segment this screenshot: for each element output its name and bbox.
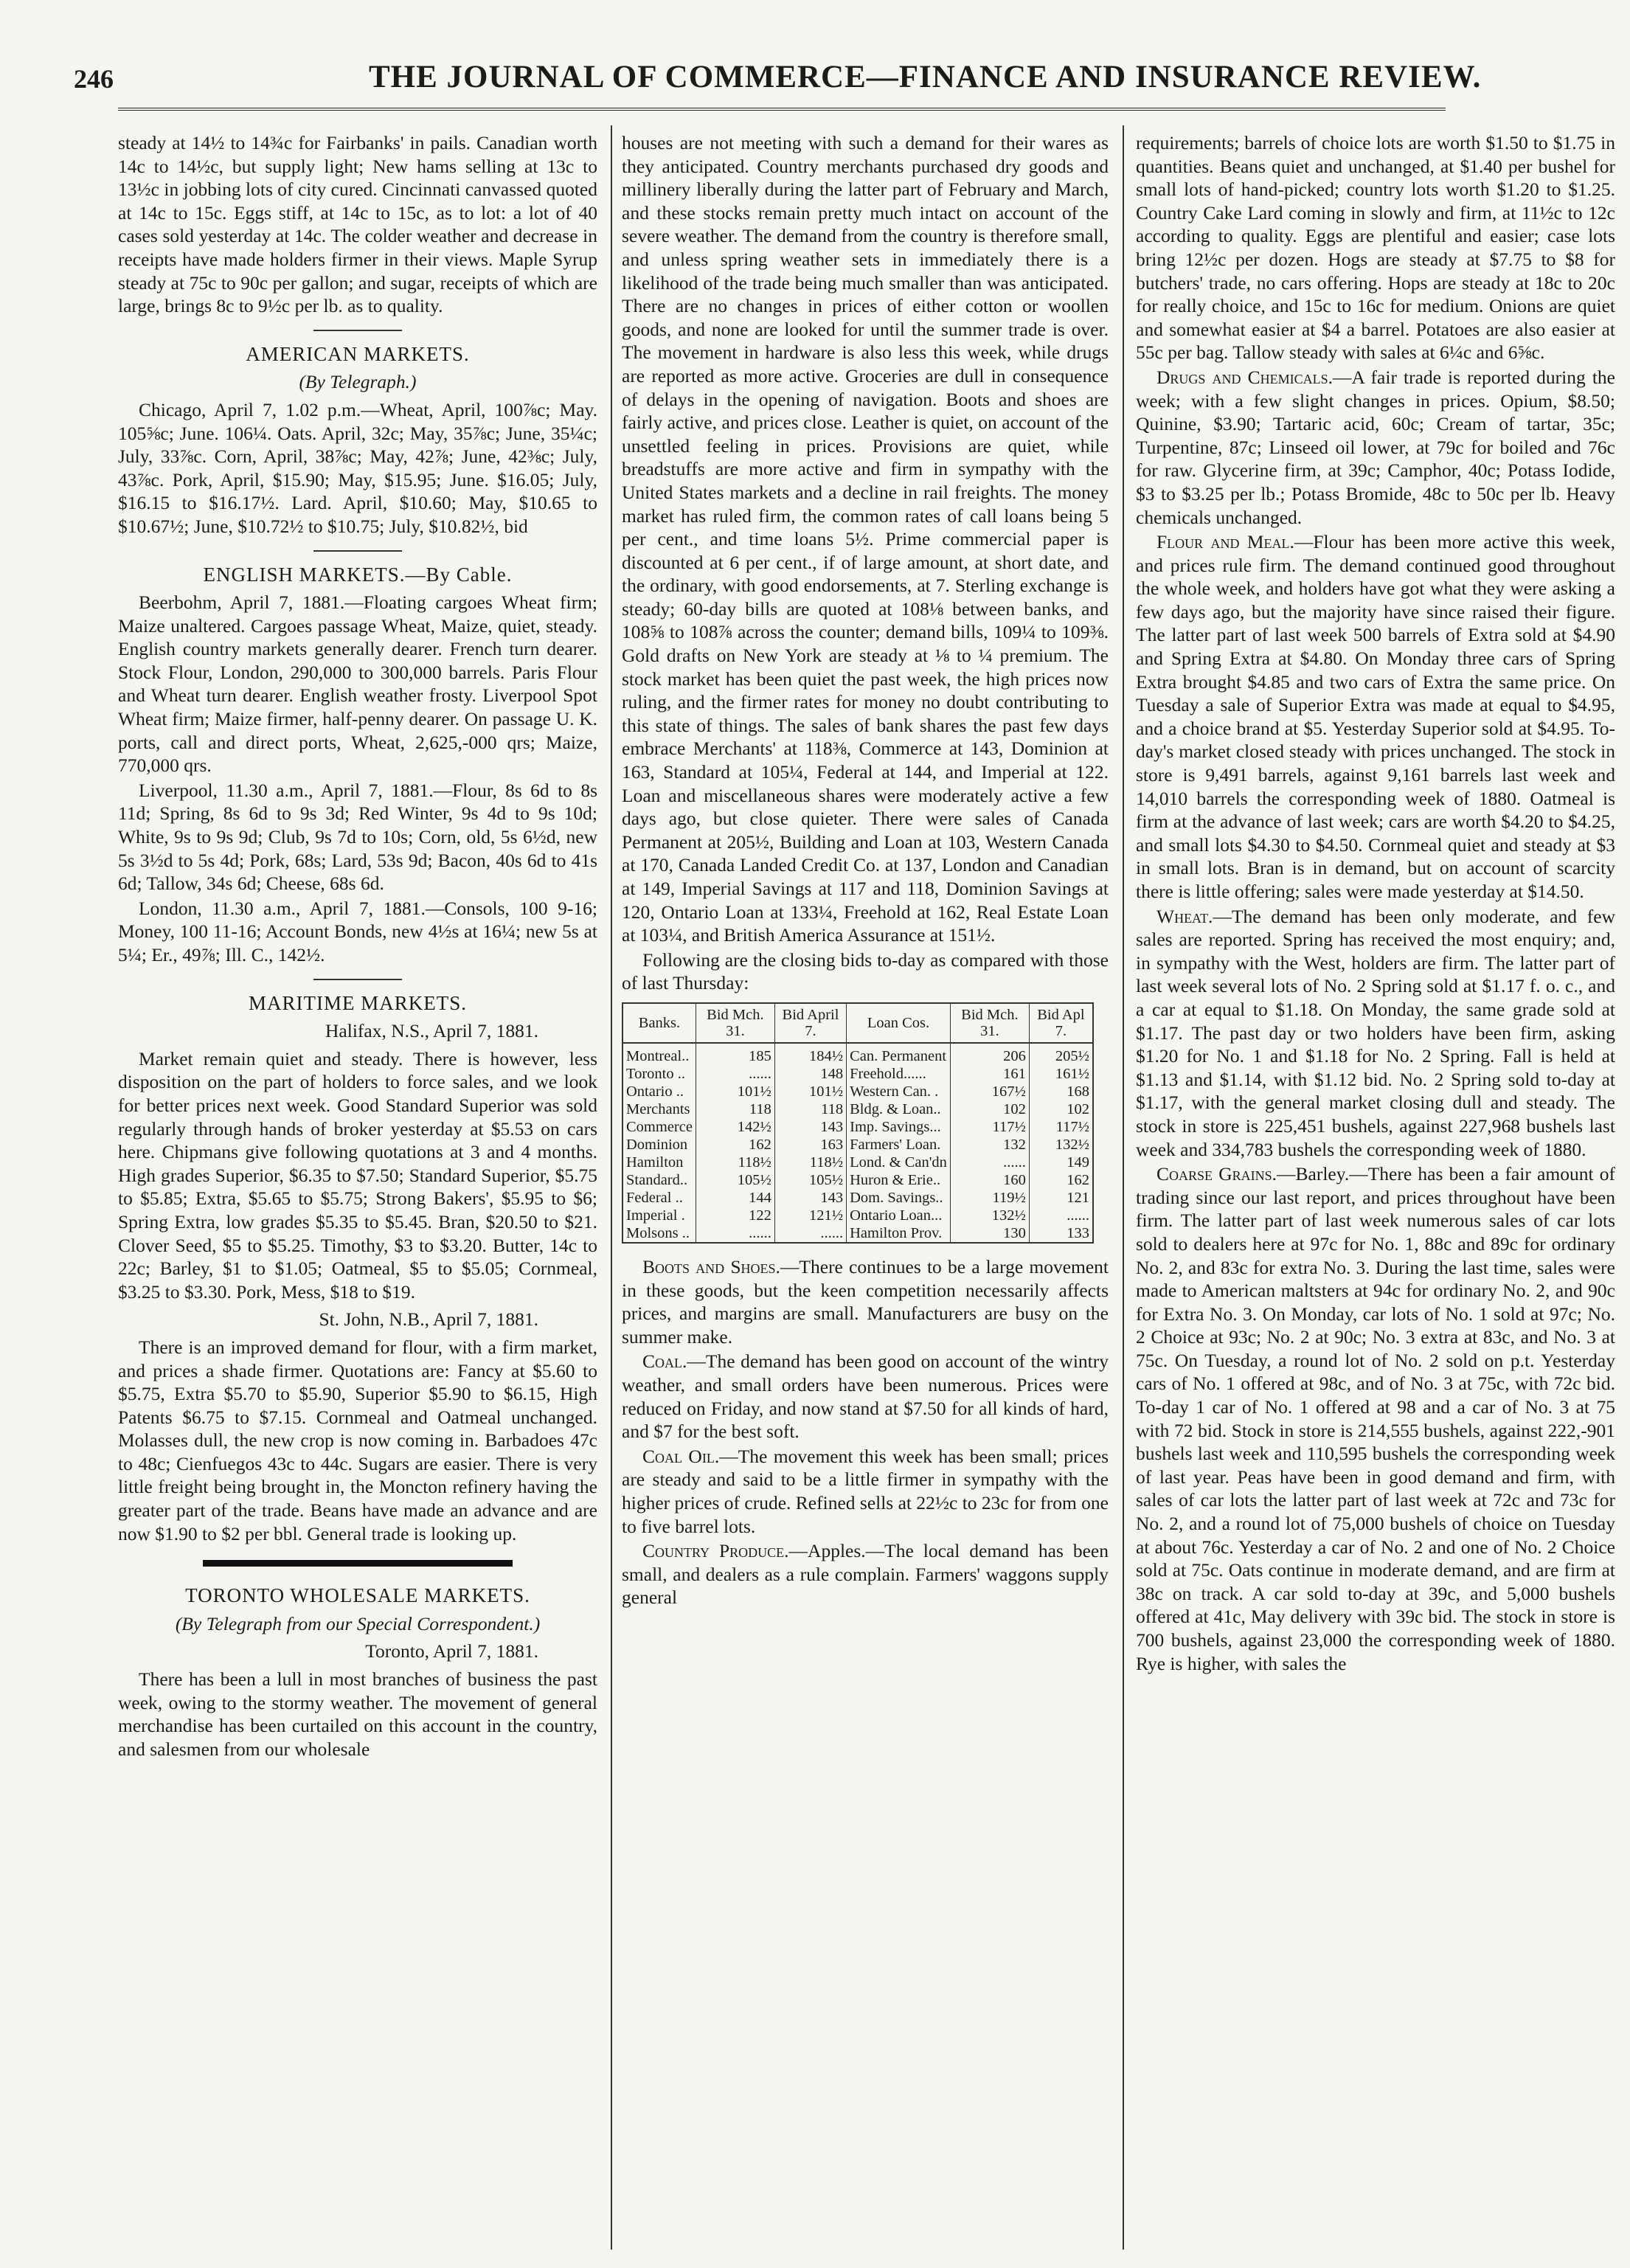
table-cell: 162 bbox=[1029, 1171, 1093, 1189]
english-markets-text: Liverpool, 11.30 a.m., April 7, 1881.—Flour, 8s 6d to 8s 11d; Spring, 8s 6d to 9s 3d; Red Winter, 9s 4d to 9s 10d; White, 9s to 9s 9d; Club, 9s 7d to 10s; Corn, old, 5s 6½d, new 5s 3½d to 5s 4d; Pork, 68s; Lard, 53s 9d; Bacon, 40s 6d to 41s 6d; Tallow, 34s 6d; Cheese, 68s 6d. bbox=[118, 779, 597, 895]
table-cell: Molsons .. bbox=[622, 1224, 696, 1243]
table-header: Loan Cos. bbox=[847, 1003, 951, 1043]
table-cell: 133 bbox=[1029, 1224, 1093, 1243]
table-row bbox=[622, 1189, 1093, 1207]
column-2 bbox=[622, 131, 1109, 2255]
column-divider bbox=[611, 125, 612, 2250]
table-header: Bid Apl 7. bbox=[1029, 1003, 1093, 1043]
table-cell: 206 bbox=[950, 1043, 1029, 1065]
table-cell: 118½ bbox=[774, 1154, 846, 1171]
header-rule bbox=[118, 108, 1446, 111]
column-3 bbox=[1136, 131, 1615, 2255]
table-cell: Montreal.. bbox=[622, 1043, 696, 1065]
table-cell: Huron & Erie.. bbox=[847, 1171, 951, 1189]
table-header: Bid April 7. bbox=[774, 1003, 846, 1043]
table-cell: 102 bbox=[950, 1100, 1029, 1118]
drugs-text: —A fair trade is reported during the week; with a few slight changes in prices. Opium, $8.50; Quinine, $3.90; Tartaric acid, 60c; Cream of tartar, 35c; Turpentine, 87c; Linseed oil lower, at 79c for boiled and 76c for raw. Glycerine firm, at 39c; Camphor, 40c; Potass Iodide, $3 to $3.25 per lb.; Potass Bromide, 48c to 50c per lb. Heavy chemicals unchanged. bbox=[1136, 366, 1615, 528]
table-cell: Imp. Savings... bbox=[847, 1118, 951, 1136]
american-markets-heading: AMERICAN MARKETS. bbox=[246, 342, 470, 365]
toronto-markets-subheading: (By Telegraph from our Special Correspondent.) bbox=[175, 1612, 541, 1634]
heavy-section-rule bbox=[203, 1560, 513, 1567]
table-cell: 121½ bbox=[774, 1207, 846, 1224]
american-markets-text: Chicago, April 7, 1.02 p.m.—Wheat, April, 100⅞c; May. 105⅝c; June. 106¼. Oats. April, 32c; May, 35⅞c; June, 35¼c; July, 33⅞c. Corn, April, 38⅞c; May, 42⅞; June, 42⅜c; July, 43⅞c. Pork, April, $15.90; May, $15.95; June. $16.05; July, $16.15 to $16.17½. Lard. April, $10.60; May, $10.65 to $10.67½; June, $10.72½ to $10.75; July, $10.82½, bid bbox=[118, 398, 597, 537]
table-cell: Hamilton Prov. bbox=[847, 1224, 951, 1243]
table-cell: ...... bbox=[950, 1154, 1029, 1171]
table-cell: 168 bbox=[1029, 1083, 1093, 1100]
section-rule bbox=[313, 550, 402, 552]
table-row bbox=[622, 1100, 1093, 1118]
table-cell: 160 bbox=[950, 1171, 1029, 1189]
table-cell: ...... bbox=[696, 1224, 774, 1243]
drugs-paragraph bbox=[1136, 366, 1615, 529]
table-cell: 132½ bbox=[950, 1207, 1029, 1224]
table-row bbox=[622, 1065, 1093, 1083]
table-header: Banks. bbox=[622, 1003, 696, 1043]
country-produce-paragraph bbox=[622, 1539, 1109, 1609]
table-cell: 130 bbox=[950, 1224, 1029, 1243]
coal-paragraph bbox=[622, 1350, 1109, 1443]
table-cell: 101½ bbox=[774, 1083, 846, 1100]
table-cell: 163 bbox=[774, 1136, 846, 1154]
section-rule bbox=[313, 330, 402, 331]
table-cell: 122 bbox=[696, 1207, 774, 1224]
table-cell: ...... bbox=[696, 1065, 774, 1083]
masthead-title: THE JOURNAL OF COMMERCE—FINANCE AND INSURANCE REVIEW. bbox=[369, 60, 1482, 94]
table-header: Bid Mch. 31. bbox=[950, 1003, 1029, 1043]
coarse-grains-paragraph bbox=[1136, 1162, 1615, 1675]
flour-lead: Flour and Meal. bbox=[1156, 531, 1294, 553]
table-cell: Bldg. & Loan.. bbox=[847, 1100, 951, 1118]
boots-shoes-lead: Boots and Shoes. bbox=[642, 1255, 780, 1277]
table-cell: Ontario .. bbox=[622, 1083, 696, 1100]
table-cell: 102 bbox=[1029, 1100, 1093, 1118]
toronto-markets-heading: TORONTO WHOLESALE MARKETS. bbox=[185, 1584, 530, 1607]
flour-text: —Flour has been more active this week, and prices rule firm. The demand continued good throughout the whole week, and holders have got what they were asking a few days ago, but the majority have since raised their figure. The latter part of last week 500 barrels of Extra sold at $4.90 and Spring Extra at $4.80. On Monday three cars of Spring Extra brought $4.85 and two cars of Extra the same price. On Tuesday a sale of Superior Extra was made at equal to $4.95, and a choice brand at $5. Yesterday Superior sold at $4.95. To-day's market closed steady with prices unchanged. The stock in store is 9,491 barrels, against 9,161 barrels last week and 14,010 barrels the corresponding week of 1880. Oatmeal is firm at the advance of last week; cars are worth $4.20 to $4.25, and small lots $4.30 to $4.50. Cornmeal quiet and steady at $3 in small lots. Bran is in demand, but on account of scarcity there is little offering; sales were made yesterday at $14.50. bbox=[1136, 531, 1615, 902]
coal-text: —The demand has been good on account of the wintry weather, and small orders have been numerous. Prices were reduced on Friday, and now stand at $7.50 for all kinds of hard, and $7 for the best soft. bbox=[622, 1350, 1109, 1443]
table-row bbox=[622, 1224, 1093, 1243]
table-cell: Farmers' Loan. bbox=[847, 1136, 951, 1154]
english-markets-text: Beerbohm, April 7, 1881.—Floating cargoes Wheat firm; Maize unaltered. Cargoes passage Wheat, Maize, quiet, steady. English country markets generally dearer. French turn dearer. Stock Flour, London, 290,000 to 300,000 barrels. Paris Flour and Wheat turn dearer. English weather frosty. Liverpool Spot Wheat firm; Maize firmer, half-penny dearer. On passage U. K. ports, call and direct ports, Wheat, 2,625,-000 qrs; Maize, 770,000 qrs. bbox=[118, 592, 597, 777]
table-cell: Dominion bbox=[622, 1136, 696, 1154]
table-cell: 117½ bbox=[1029, 1118, 1093, 1136]
table-row bbox=[622, 1136, 1093, 1154]
table-cell: Can. Permanent bbox=[847, 1043, 951, 1065]
table-cell: Ontario Loan... bbox=[847, 1207, 951, 1224]
table-row bbox=[622, 1171, 1093, 1189]
table-row bbox=[622, 1043, 1093, 1065]
column-divider bbox=[1123, 125, 1124, 2250]
table-cell: 117½ bbox=[950, 1118, 1029, 1136]
drugs-lead: Drugs and Chemicals. bbox=[1156, 366, 1333, 388]
table-cell: 142½ bbox=[696, 1118, 774, 1136]
section-rule bbox=[313, 979, 402, 980]
intro-paragraph: steady at 14½ to 14¾c for Fairbanks' in pails. Canadian worth 14c to 14½c, but supply light; New hams selling at 13c to 13½c in jobbing lots of city cured. Cincinnati canvassed quoted at 14c to 15c. Eggs stiff, at 14c to 15c, as to lot: a lot of 40 cases sold yesterday at 14c. The colder weather and decrease in receipts have made holders firmer in their views. Maple Syrup steady at 75c to 90c per gallon; and sugar, receipts of which are large, brings 8c to 9½c per lb. as to quality. bbox=[118, 132, 597, 317]
table-cell: 118 bbox=[696, 1100, 774, 1118]
table-cell: 132½ bbox=[1029, 1136, 1093, 1154]
coal-lead: Coal. bbox=[642, 1350, 687, 1373]
table-cell: ...... bbox=[774, 1224, 846, 1243]
country-produce-text: —Apples.—The local demand has been small, and dealers as a rule complain. Farmers' waggons supply general bbox=[622, 1540, 1109, 1609]
table-cell: Standard.. bbox=[622, 1171, 696, 1189]
table-cell: Federal .. bbox=[622, 1189, 696, 1207]
table-row bbox=[622, 1207, 1093, 1224]
country-produce-lead: Country Produce. bbox=[642, 1540, 789, 1562]
table-cell: 132 bbox=[950, 1136, 1029, 1154]
table-cell: Lond. & Can'dn bbox=[847, 1154, 951, 1171]
english-markets-text: London, 11.30 a.m., April 7, 1881.—Consols, 100 9-16; Money, 100 11-16; Account Bonds, new 4½s at 16¼; new 5s at 5¼; Er., 49⅞; Ill. C., 142½. bbox=[118, 897, 597, 965]
country-produce-continued: requirements; barrels of choice lots are worth $1.50 to $1.75 in quantities. Beans quiet and unchanged, at $1.40 per bushel for small lots of hand-picked; country lots worth $1.20 to $1.25. Country Cake Lard coming in slowly and firm, at 11½c to 12c according to quality. Eggs are plentiful and easier; case lots bring 12½c per dozen. Hogs are steady at $7.75 to $8 for butchers' trade, no cars offering. Hops are steady at 18c to 20c for really choice, and 15c to 16c for medium. Onions are quiet and somewhat easier at $4 a barrel. Potatoes are also easier at 55c per bag. Tallow steady with sales at 6¼c and 6⅝c. bbox=[1136, 132, 1615, 364]
table-row bbox=[622, 1118, 1093, 1136]
wheat-lead: Wheat. bbox=[1156, 905, 1213, 927]
table-cell: Hamilton bbox=[622, 1154, 696, 1171]
table-cell: Imperial . bbox=[622, 1207, 696, 1224]
table-cell: Dom. Savings.. bbox=[847, 1189, 951, 1207]
table-cell: 118½ bbox=[696, 1154, 774, 1171]
maritime-markets-heading: MARITIME MARKETS. bbox=[248, 991, 467, 1014]
table-cell: Commerce bbox=[622, 1118, 696, 1136]
american-markets-subheading: (By Telegraph.) bbox=[299, 371, 417, 393]
boots-shoes-paragraph bbox=[622, 1255, 1109, 1348]
wheat-text: —The demand has been only moderate, and few sales are reported. Spring has received the most enquiry; and, in sympathy with the West, holders are firm. The latter part of last week several lots of No. 2 Spring sold at $1.17 f. o. c., and a car at equal to $1.18. On Monday, the same grade sold at $1.17. The past day or two holders have been firm, asking $1.20 for No. 1 and $1.18 for No. 2 Spring. Fall is held at $1.13 and $1.14, with $1.12 bid. No. 2 Spring sold to-day at $1.17, with the general market closing dull and steady. The stock in store is 225,451 bushels, against 227,968 bushels last week and 334,783 bushels the corresponding week of 1880. bbox=[1136, 905, 1615, 1160]
table-row bbox=[622, 1083, 1093, 1100]
toronto-markets-text: houses are not meeting with such a demand for their wares as they anticipated. Country merchants purchased dry goods and millinery liberally during the latter part of February and March, and these stocks remain pretty much intact on account of the severe weather. The demand from the country is therefore small, and unless spring weather sets in immediately there is a likelihood of the trade being much smaller than was anticipated. There are no changes in prices of either cotton or woollen goods, and none are looked for until the summer trade is over. The movement in hardware is also less this week, while drugs are reported as more active. Groceries are dull in consequence of delays in the opening of navigation. Boots and shoes are fairly active, and prices close. Leather is quiet, on account of the unsettled feeling in prices. Provisions are quiet, while breadstuffs are more active and firm in sympathy with the United States markets and a decline in rail freights. The money market has ruled firm, the common rates of call loans being 5 per cent., and time loans 5½. Prime commercial paper is discounted at 6 per cent., if of large amount, at short date, and the ordinary, with good endorsements, at 7. Sterling exchange is steady; 60-day bills are quoted at 108⅛ between banks, and 108⅝ to 108⅞ across the counter; demand bills, 109¼ to 109⅜. Gold drafts on New York are steady at ⅛ to ¼ premium. The stock market has been quiet the past week, the high prices now ruling, and the firmer rates for money no doubt contributing to this state of things. The sales of bank shares the past few days embrace Merchants' at 118⅜, Commerce at 143, Dominion at 163, Standard at 105¼, Federal at 144, and Imperial at 122. Loan and miscellaneous shares were moderately active a few days ago, but close quieter. There were sales of Canada Permanent at 205½, Building and Loan at 103, Western Canada at 170, Canada Landed Credit Co. at 137, London and Canadian at 149, Imperial Savings at 117 and 118, Dominion Savings at 120, Ontario Loan at 133¼, Freehold at 162, Real Estate Loan at 103¼, and British America Assurance at 151½. bbox=[622, 132, 1109, 946]
table-cell: 167½ bbox=[950, 1083, 1029, 1100]
table-cell: 161½ bbox=[1029, 1065, 1093, 1083]
maritime-markets-text: Market remain quiet and steady. There is however, less disposition on the part of holders to force sales, and we look for better prices next week. Good Standard Superior was sold regularly through hands of broker yesterday at $5.53 on cars here. Chipmans give following quotations at 3 and 4 months. High grades Superior, $6.35 to $7.50; Standard Superior, $5.75 to $5.85; Extra, $5.65 to $5.75; Strong Bakers', $5.95 to $6; Spring Extra, low grades $5.35 to $5.45. Bran, $20.50 to $21. Clover Seed, $5 to $5.25. Timothy, $3 to $3.20. Butter, 14c to 22c; Barley, $1 to $1.05; Oatmeal, $5 to $5.05; Cornmeal, $3.25 to $3.30. Pork, Mess, $18 to $19. bbox=[118, 1047, 597, 1303]
table-cell: Toronto .. bbox=[622, 1065, 696, 1083]
coarse-grains-text: —Barley.—There has been a fair amount of trading since our last report, and prices throughout have been firm. The latter part of last week numerous sales of car lots sold to dealers here at 97c for No. 1, 88c and 89c for ordinary No. 2, and 83c for extra No. 3. During the last time, sales were made to American maltsters at 94c for ordinary No. 2, and 90c for Extra No. 3. On Monday, car lots of No. 1 sold at 97c; No. 2 Choice at 93c; No. 2 at 90c; No. 3 extra at 83c, and No. 3 at 75c. On Tuesday, a round lot of No. 2 sold on p.t. Yesterday cars of No. 1 offered at 98c, and of No. 3 at 75c, with 72c bid. To-day 1 car of No. 1 offered at 98 and a car of No. 3 at 75 with 72 bid. Stock in store is 214,555 bushels, against 222,-901 bushels last week and 110,595 bushels the corresponding week of last year. Peas have been in good demand and firm, with sales of car lots the latter part of last week at 72c and 73c for No. 2, and a round lot of 75,000 bushels of choice on Tuesday at about 76c. Yesterday a car of No. 2 and one of No. 2 Choice sold at 75c. Oats continue in moderate demand, and are firm at 38c on track. A car sold to-day at 39c, and 5,000 bushels offered at 41c, May delivery with 39c bid. The stock in store is 700 bushels, against 23,000 the corresponding week of 1880. Rye is higher, with sales the bbox=[1136, 1163, 1615, 1674]
table-header: Bid Mch. 31. bbox=[696, 1003, 774, 1043]
english-markets-heading: ENGLISH MARKETS.—By Cable. bbox=[203, 563, 513, 586]
page-number: 246 bbox=[74, 64, 114, 94]
page-header bbox=[74, 59, 1482, 105]
coarse-grains-lead: Coarse Grains. bbox=[1156, 1163, 1277, 1185]
table-cell: ...... bbox=[1029, 1207, 1093, 1224]
flour-paragraph bbox=[1136, 530, 1615, 904]
table-cell: 121 bbox=[1029, 1189, 1093, 1207]
table-cell: 184½ bbox=[774, 1043, 846, 1065]
maritime-markets-text: There is an improved demand for flour, with a firm market, and prices a shade firmer. Quotations are: Fancy at $5.60 to $5.75, Extra $5.70 to $5.90, Superior $5.90 to $6.15, High Patents $6.75 to $7.15. Cornmeal and Oatmeal unchanged. Molasses dull, the new crop is now coming in. Barbadoes 47c to 48c; Cienfuegos 43c to 44c. Sugars are easier. There is very little freight being brought in, the Moncton refinery having the greater part of the trade. Beans have made an advance and are now $1.90 to $2 per bbl. General trade is looking up. bbox=[118, 1336, 597, 1544]
table-cell: 148 bbox=[774, 1065, 846, 1083]
dateline: Toronto, April 7, 1881. bbox=[365, 1640, 538, 1662]
table-cell: Freehold...... bbox=[847, 1065, 951, 1083]
table-header-row bbox=[622, 1003, 1093, 1043]
table-cell: 149 bbox=[1029, 1154, 1093, 1171]
table-cell: 119½ bbox=[950, 1189, 1029, 1207]
coal-oil-text: —The movement this week has been small; prices are steady and said to be a little firmer in sympathy with the higher prices of crude. Refined sells at 22½c to 23c for from one to five barrel lots. bbox=[622, 1445, 1109, 1537]
table-cell: 162 bbox=[696, 1136, 774, 1154]
table-cell: 143 bbox=[774, 1189, 846, 1207]
table-cell: 185 bbox=[696, 1043, 774, 1065]
dateline: St. John, N.B., April 7, 1881. bbox=[319, 1308, 538, 1331]
closing-bids-table bbox=[622, 1002, 1094, 1244]
coal-oil-paragraph bbox=[622, 1445, 1109, 1538]
coal-oil-lead: Coal Oil. bbox=[642, 1445, 720, 1467]
boots-shoes-text: —There continues to be a large movement in these goods, but the keen competition necessarily affects prices, and margins are small. Manufacturers are busy on the summer make. bbox=[622, 1255, 1109, 1348]
table-row bbox=[622, 1154, 1093, 1171]
table-cell: 101½ bbox=[696, 1083, 774, 1100]
table-cell: 118 bbox=[774, 1100, 846, 1118]
closing-bids-intro: Following are the closing bids to-day as compared with those of last Thursday: bbox=[622, 949, 1109, 994]
table-cell: 105½ bbox=[774, 1171, 846, 1189]
table-cell: 161 bbox=[950, 1065, 1029, 1083]
table-cell: Merchants bbox=[622, 1100, 696, 1118]
column-1 bbox=[118, 131, 597, 2255]
table-cell: Western Can. . bbox=[847, 1083, 951, 1100]
table-cell: 144 bbox=[696, 1189, 774, 1207]
wheat-paragraph bbox=[1136, 905, 1615, 1162]
toronto-markets-text: There has been a lull in most branches of business the past week, owing to the stormy weather. The movement of general merchandise has been curtailed on this account in the country, and salesmen from our wholesale bbox=[118, 1668, 597, 1760]
dateline: Halifax, N.S., April 7, 1881. bbox=[325, 1020, 538, 1042]
table-cell: 105½ bbox=[696, 1171, 774, 1189]
table-cell: 205½ bbox=[1029, 1043, 1093, 1065]
table-cell: 143 bbox=[774, 1118, 846, 1136]
